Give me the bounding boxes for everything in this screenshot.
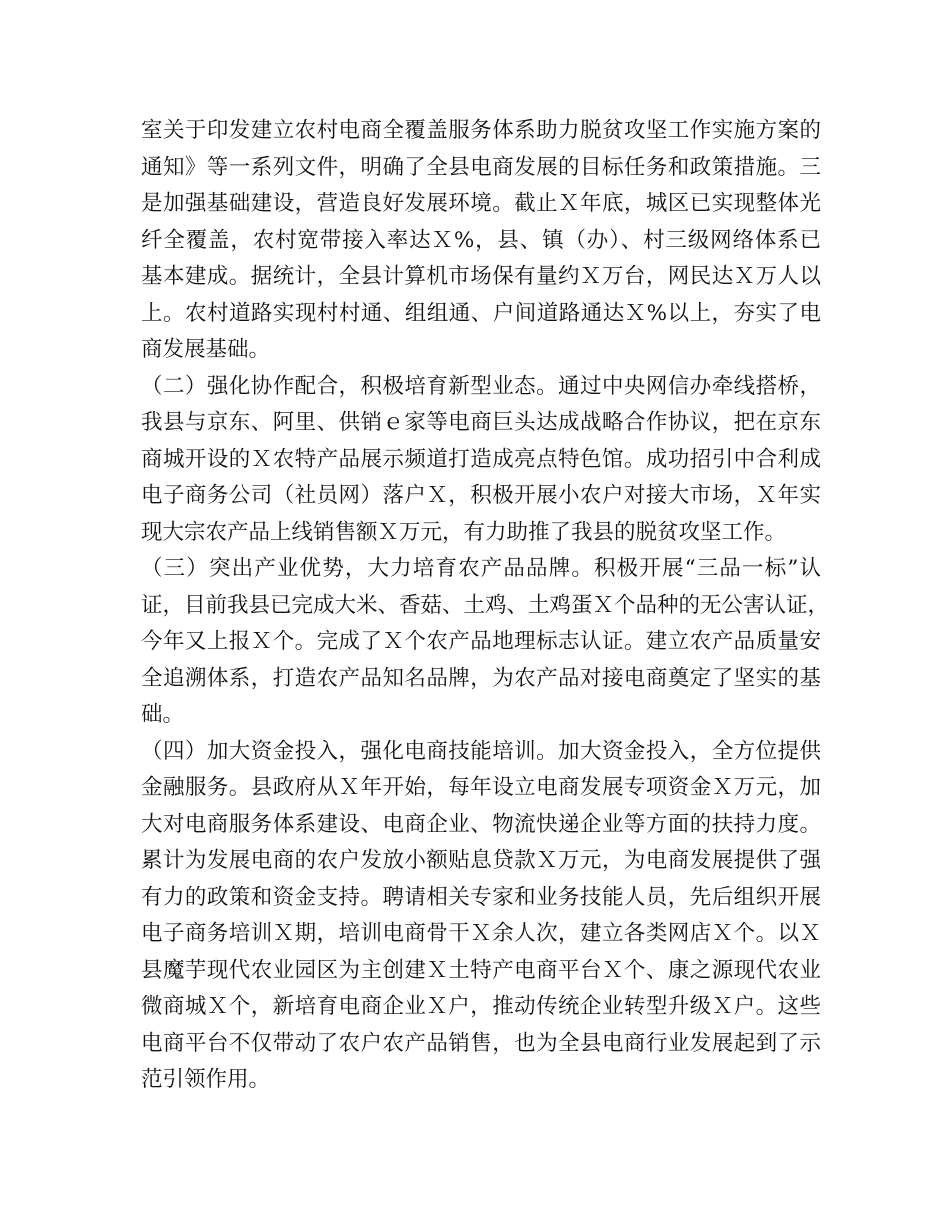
section-heading-line: （二）强化协作配合，积极培育新型业态。通过中央网信办牵线搭桥，: [141, 373, 821, 399]
text-line: 县魔芋现代农业园区为主创建Ｘ土特产电商平台Ｘ个、康之源现代农业: [141, 957, 821, 983]
text-line: 室关于印发建立农村电商全覆盖服务体系助力脱贫攻坚工作实施方案的: [141, 118, 821, 143]
text-line: 商发展基础。: [141, 337, 271, 362]
text-line: 基本建成。据统计，全县计算机市场保有量约Ｘ万台，网民达Ｘ万人以: [141, 264, 821, 289]
document-body: [141, 113, 830, 1099]
text-line: 大对电商服务体系建设、电商企业、物流快递企业等方面的扶持力度。: [141, 811, 821, 837]
text-line: 范引领作用。: [141, 1067, 271, 1092]
text-line: 电子商务公司（社员网）落户Ｘ，积极开展小农户对接大市场，Ｘ年实: [141, 483, 821, 508]
text-line: 商城开设的Ｘ农特产品展示频道打造成亮点特色馆。成功招引中合利成: [141, 446, 821, 472]
text-line: 证，目前我县已完成大米、香菇、土鸡、土鸡蛋Ｘ个品种的无公害认证，: [141, 592, 830, 618]
text-line: 微商城Ｘ个，新培育电商企业Ｘ户，推动传统企业转型升级Ｘ户。这些: [141, 994, 821, 1019]
text-line: 通知》等一系列文件，明确了全县电商发展的目标任务和政策措施。三: [141, 154, 821, 180]
text-line: 金融服务。县政府从Ｘ年开始，每年设立电商发展专项资金Ｘ万元，加: [141, 775, 821, 800]
text-line: 我县与京东、阿里、供销ｅ家等电商巨头达成战略合作协议，把在京东: [141, 410, 821, 435]
text-line: 电商平台不仅带动了农户农产品销售，也为全县电商行业发展起到了示: [141, 1030, 821, 1056]
text-line: 纤全覆盖，农村宽带接入率达Ｘ%，县、镇（办）、村三级网络体系已: [141, 227, 821, 253]
text-line: 有力的政策和资金支持。聘请相关专家和业务技能人员，先后组织开展: [141, 884, 821, 910]
section-heading-line: （三）突出产业优势，大力培育农产品品牌。积极开展“三品一标”认: [141, 556, 821, 581]
text-line: 全追溯体系，打造农产品知名品牌，为农产品对接电商奠定了坚实的基: [141, 665, 821, 691]
text-line: 是加强基础建设，营造良好发展环境。截止Ｘ年底，城区已实现整体光: [141, 191, 821, 216]
text-line: 础。: [141, 702, 185, 727]
text-line: 现大宗农产品上线销售额Ｘ万元，有力助推了我县的脱贫攻坚工作。: [141, 519, 787, 545]
text-line: 电子商务培训Ｘ期，培训电商骨干Ｘ余人次，建立各类网店Ｘ个。以Ｘ: [141, 921, 821, 946]
text-line: 累计为发展电商的农户发放小额贴息贷款Ｘ万元，为电商发展提供了强: [141, 848, 821, 873]
section-heading-line: （四）加大资金投入，强化电商技能培训。加大资金投入，全方位提供: [141, 738, 821, 764]
text-line: 今年又上报Ｘ个。完成了Ｘ个农产品地理标志认证。建立农产品质量安: [141, 629, 821, 654]
text-line: 上。农村道路实现村村通、组组通、户间道路通达Ｘ%以上，夯实了电: [141, 300, 821, 326]
